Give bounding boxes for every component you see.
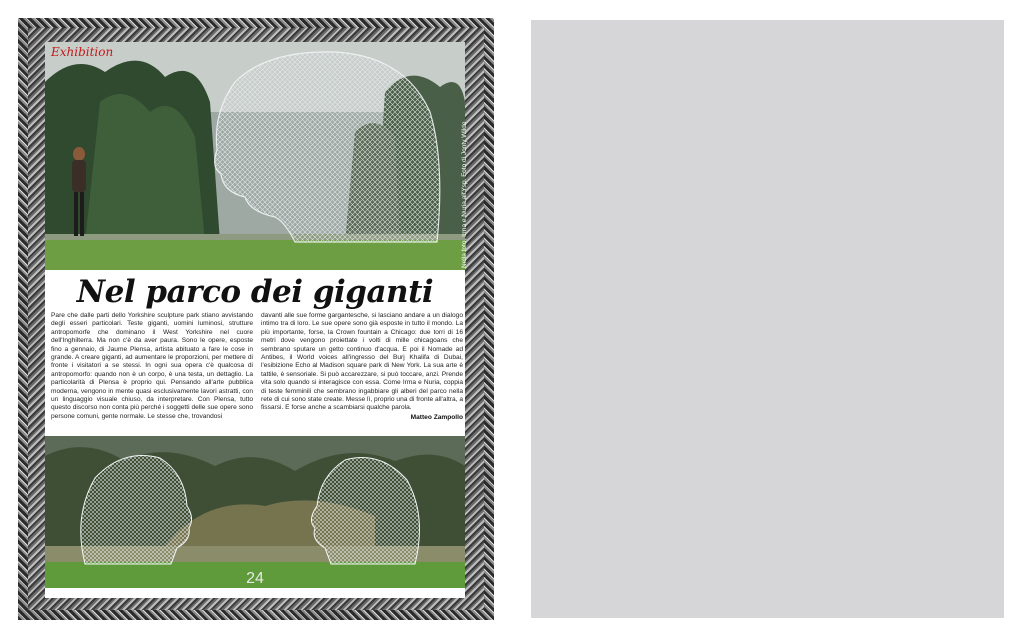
magazine-page-left xyxy=(18,18,494,620)
article-byline: Matteo Zampollo xyxy=(410,413,463,421)
photo-bottom-illustration xyxy=(45,436,465,588)
photo-credit xyxy=(450,102,468,272)
magazine-page-right-blank xyxy=(531,20,1004,618)
photo-top-illustration xyxy=(45,42,465,270)
article-headline: Nel parco dei giganti xyxy=(76,274,434,310)
page-number: 24 xyxy=(246,570,264,587)
page-paper xyxy=(45,42,468,598)
column-2-text: davanti alle sue forme gargantesche, si lasciano andare a un dialogo intimo tra di loro. Le sue opere sono già esposte in tutto il mondo. La più importante, forse, la Crown fountain a Chicago: due torri di 16 metri dove vengono proiettate i volti di mille chicagoans che sembrano sputare un getto continuo d'acqua. E poi il Nomade ad Antibes, il World voices all'ingresso del Burj Khalifa di Dubai, l'esibizione Echo al Madison square park di New York. La sua arte è tattile, è sensoriale. Si può accarezzare, si può toccare, anzi. Prende vita solo quando si interagisce con essa. Come Irma e Nuria, coppia di teste femminili che sembrano ingabbiare gli alberi del parco nella rete di cui sono state create. Messe lì, proprio una di fronte all'altra, a fissarsi. E forse anche a scambiarsi qualche parola. xyxy=(261,312,463,412)
photo-top-sculpture xyxy=(45,42,468,270)
photo-credit-text: Nella foto, Irma e Nuria all'Ysp. Foto di Jonty Wilde xyxy=(461,121,468,268)
article-body xyxy=(51,312,463,432)
article-column-2 xyxy=(261,312,463,432)
article-column-1 xyxy=(51,312,253,432)
column-1-text: Pare che dalle parti dello Yorkshire sculpture park stiano avvistando degli esseri particolari. Teste giganti, uomini luminosi, strutture antropomorfe che dominano il West Yorkshire nel cuore dell'Inghilterra. Ma non c'è da aver paura. Sono le opere, esposte fino a gennaio, di Jaume Plensa, artista abituato a fare le cose in grande. A creare giganti, ad aumentare le proporzioni, per mettere di fronte i visitatori a se stessi. In ogni sua opera c'è qualcosa di antropomorfo: quando non è un corpo, è una testa, un dettaglio. La particolarità di Plensa è proprio qui. Pensando all'arte pubblica moderna, vengono in mente quasi esclusivamente lavori astratti, con un linguaggio visuale chiuso, da interpretare. Con Plensa, tutto questo discorso non conta più perché i soggetti delle sue opere sono persone comuni, gente normale. Le stesse che, trovandosi xyxy=(51,312,253,420)
section-tag: Exhibition xyxy=(51,45,114,59)
photo-bottom-sculptures xyxy=(45,436,465,588)
